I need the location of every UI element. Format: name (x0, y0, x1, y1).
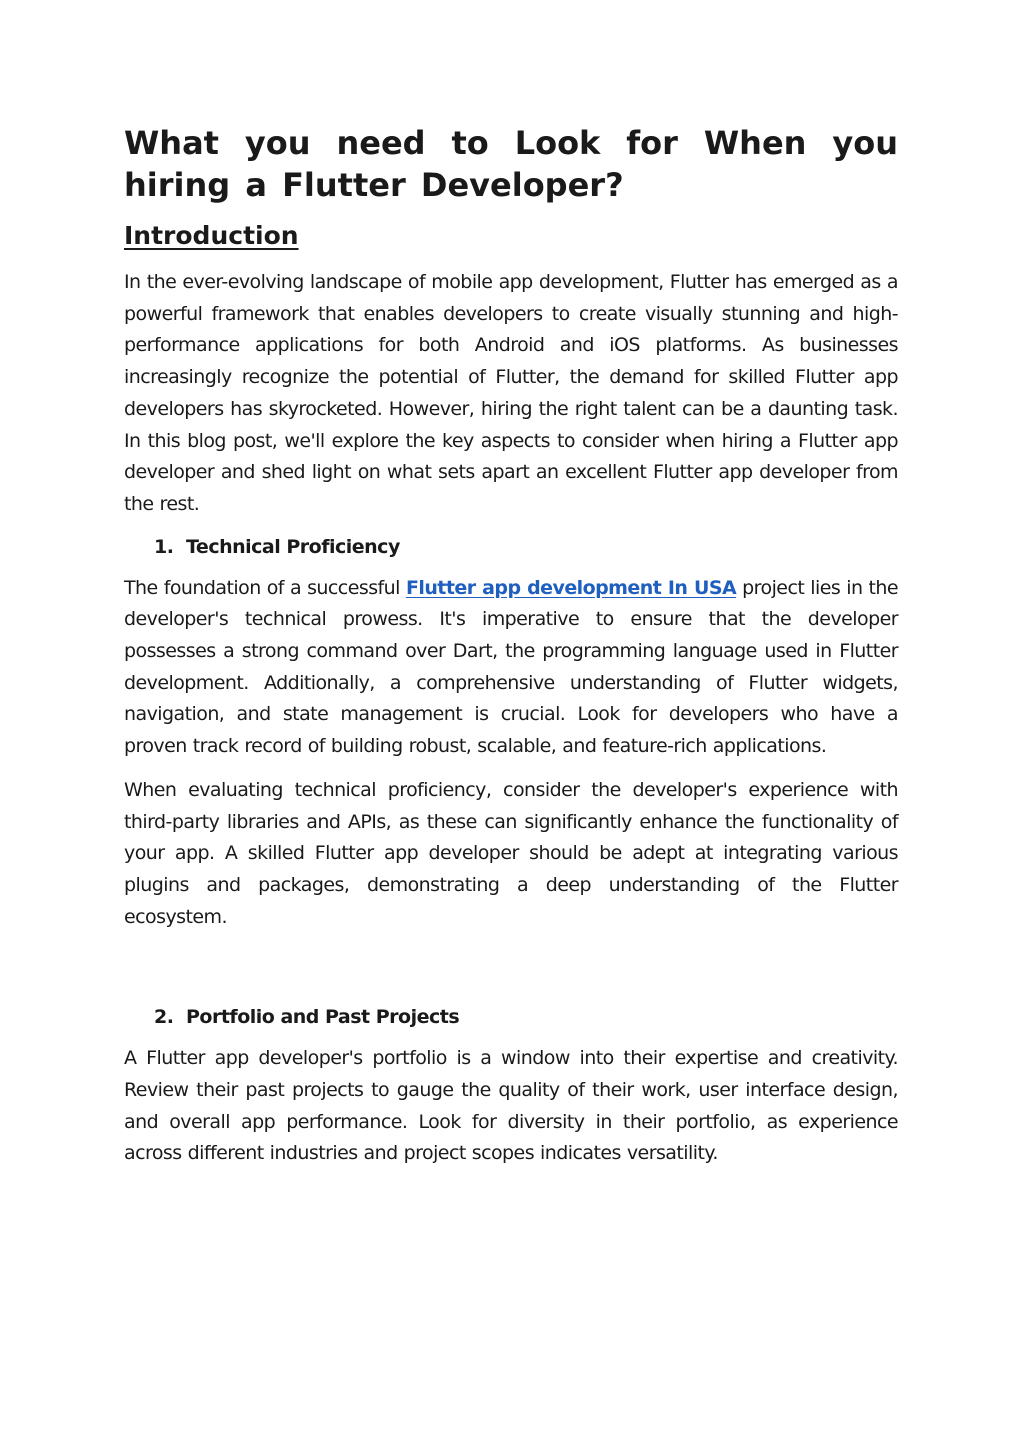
section-1-title: Technical Proficiency (186, 535, 400, 558)
section-1-paragraph-1-end: project lies in the developer's technical prowess. It's imperative to ensure that the developer possesses a strong command over Dart, the programming language used in Flutter development. Additionally, a comprehensive understanding of Flutter widgets, navigation, and state management is crucial. Look for developers who have a proven track record of building robust, scalable, and feature-rich applications. (124, 576, 898, 758)
section-1-paragraph-1-start: The foundation of a successful (124, 576, 406, 599)
section-1-paragraph-1 (124, 573, 898, 763)
section-2-number: 2. (154, 1006, 174, 1029)
flutter-usa-link[interactable]: Flutter app development In USA (405, 576, 737, 599)
section-1-number: 1. (154, 535, 174, 558)
document-title: What you need to Look for When you hiring a Flutter Developer? (124, 124, 898, 204)
section-2-title: Portfolio and Past Projects (186, 1006, 460, 1029)
document-page (124, 122, 898, 1182)
intro-heading: Introduction (124, 221, 299, 250)
section-spacer (124, 945, 898, 995)
intro-paragraph: In the ever-evolving landscape of mobile app development, Flutter has emerged as a powerful framework that enables developers to create visually stunning and high-performance applications for both Android and iOS platforms. As businesses increasingly recognize the potential of Flutter, the demand for skilled Flutter app developers has skyrocketed. However, hiring the right talent can be a daunting task. In this blog post, we'll explore the key aspects to consider when hiring a Flutter app developer and shed light on what sets apart an excellent Flutter app developer from the rest. (124, 271, 898, 515)
section-1-heading (154, 533, 898, 561)
section-1-paragraph-2: When evaluating technical proficiency, consider the developer's experience with third-party libraries and APIs, as these can significantly enhance the functionality of your app. A skilled Flutter app developer should be adept at integrating various plugins and packages, demonstrating a deep understanding of the Flutter ecosystem. (124, 778, 898, 928)
section-2-heading (154, 1003, 898, 1031)
section-2-paragraph-1: A Flutter app developer's portfolio is a window into their expertise and creativity. Review their past projects to gauge the quality of their work, user interface design, and overall app performance. Look for diversity in their portfolio, as experience across different industries and project scopes indicates versatility. (124, 1047, 898, 1165)
